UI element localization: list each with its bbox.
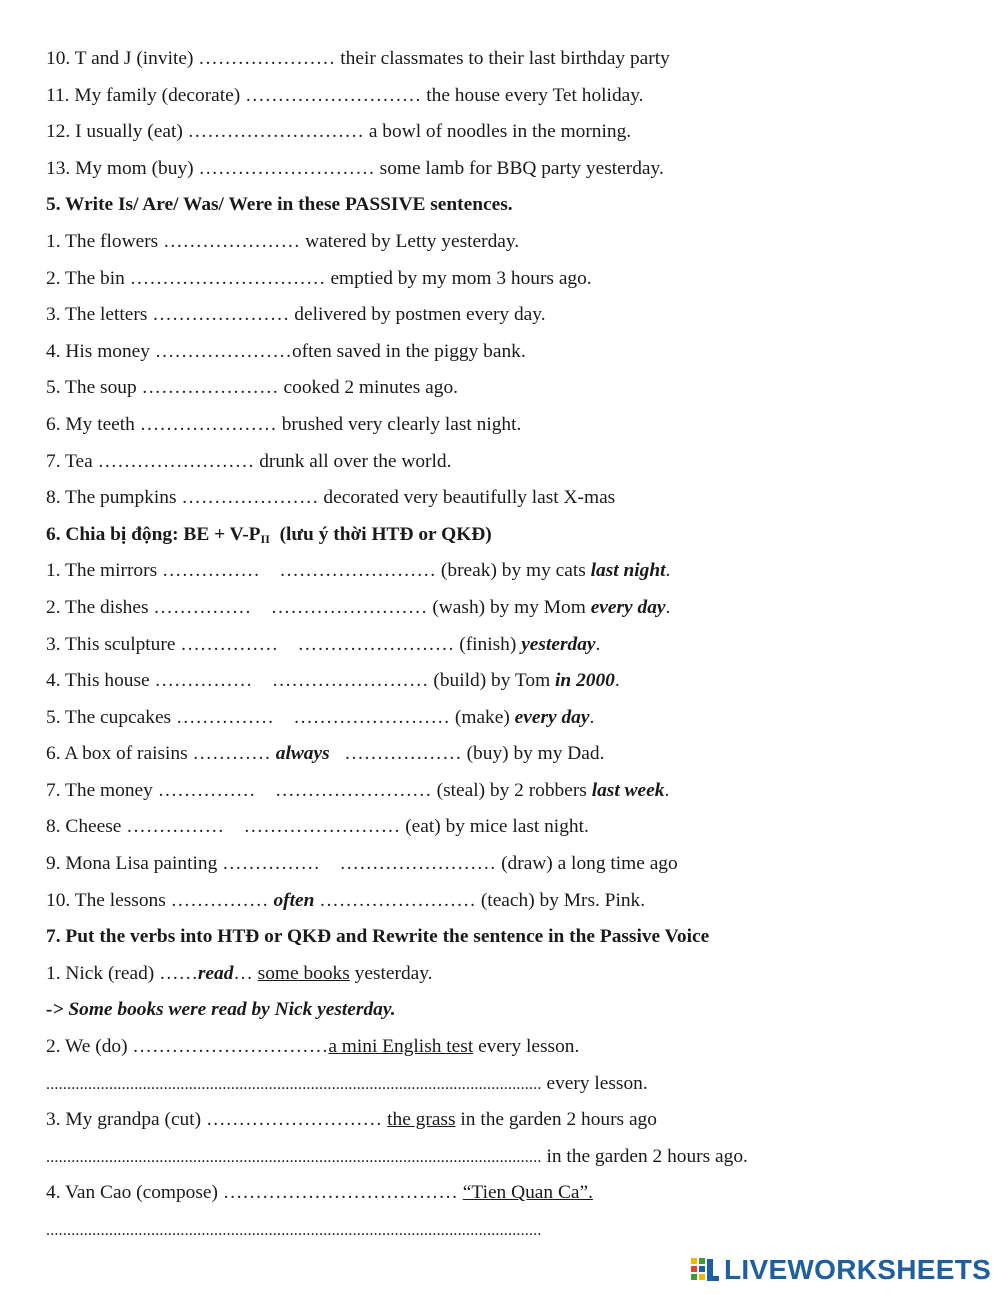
answer-blank[interactable]: ………………… <box>139 413 277 435</box>
exercise-item: 3. My grandpa (cut) ……………………… the grass in the garden 2 hours ago <box>46 1109 657 1131</box>
liveworksheets-logo-icon <box>690 1256 720 1284</box>
answer-blank[interactable]: ……………… <box>344 743 462 765</box>
exercise-item: 4. This house …………… …………………… (build) by Tom in 2000. <box>46 670 620 692</box>
example-answer: read <box>197 962 234 984</box>
answer-blank[interactable]: ……………………… <box>245 84 422 106</box>
answer-blank[interactable]: …………… <box>154 670 253 692</box>
exercise-item: 1. The flowers ………………… watered by Letty yesterday. <box>46 230 520 252</box>
answer-blank[interactable]: …………………… <box>270 596 428 618</box>
answer-blank[interactable]: ………………………… <box>132 1036 329 1058</box>
answer-blank[interactable]: …………… <box>157 779 256 801</box>
answer-blank[interactable]: …………………… <box>293 706 451 728</box>
liveworksheets-logo <box>690 1252 991 1288</box>
answer-blank[interactable]: ………………… <box>141 377 279 399</box>
answer-blank[interactable]: ……………………… <box>187 121 364 143</box>
answer-blank[interactable]: ………………… <box>152 304 290 326</box>
answer-blank[interactable]: …………… <box>170 889 269 911</box>
rewrite-blank[interactable]: ...................................................................................................................... <box>46 1222 542 1239</box>
exercise-item: 6. A box of raisins ………… always ……………… (buy) by my Dad. <box>46 743 605 765</box>
exercise-item: 7. The money …………… …………………… (steal) by 2 robbers last week. <box>46 779 670 801</box>
answer-blank[interactable]: ………… <box>192 743 271 765</box>
exercise-item: 5. The soup ………………… cooked 2 minutes ago. <box>46 377 459 399</box>
exercise-item: 9. Mona Lisa painting …………… …………………… (draw) a long time ago <box>46 853 678 875</box>
rewrite-line: ...................................................................................................................... every lesson. <box>46 1072 648 1094</box>
exercise-item: 13. My mom (buy) ……………………… some lamb for BBQ party yesterday. <box>46 157 664 179</box>
answer-blank[interactable]: …………… <box>180 633 279 655</box>
example-item: 1. Nick (read) ……read… some books yesterday. <box>46 962 433 984</box>
rewrite-blank[interactable]: ...................................................................................................................... <box>46 1148 542 1166</box>
answer-blank[interactable]: …………………… <box>271 670 429 692</box>
answer-blank[interactable]: …………………… <box>279 560 437 582</box>
answer-blank[interactable]: ………………… <box>181 487 319 509</box>
answer-blank[interactable]: …………… <box>222 853 321 875</box>
rewrite-blank[interactable]: ...................................................................................................................... <box>46 1075 542 1093</box>
rewrite-line <box>46 1212 966 1249</box>
exercise-item: 4. Van Cao (compose) ……………………………… “Tien Quan Ca”. <box>46 1182 593 1204</box>
answer-blank[interactable]: ………………… <box>198 48 336 69</box>
exercise-item: 2. The dishes …………… …………………… (wash) by my Mom every day. <box>46 596 671 618</box>
answer-blank[interactable]: …………………… <box>297 633 455 655</box>
section-heading: 7. Put the verbs into HTĐ or QKĐ and Rewrite the sentence in the Passive Voice <box>46 926 710 948</box>
answer-blank[interactable]: …………… <box>153 596 252 618</box>
exercise-item: 3. This sculpture …………… …………………… (finish) yesterday. <box>46 633 601 655</box>
liveworksheets-wordmark: LIVEWORKSHEETS <box>724 1254 992 1285</box>
exercise-item: 7. Tea …………………… drunk all over the world. <box>46 450 452 472</box>
exercise-item: 8. Cheese …………… …………………… (eat) by mice last night. <box>46 816 589 838</box>
answer-blank[interactable]: …………………… <box>243 816 401 838</box>
exercise-item: 2. The bin ………………………… emptied by my mom 3 hours ago. <box>46 267 592 289</box>
exercise-item: 11. My family (decorate) ……………………… the house every Tet holiday. <box>46 84 644 106</box>
answer-blank[interactable]: ………………… <box>154 340 292 362</box>
worksheet <box>46 41 966 1249</box>
section-heading: 6. Chia bị động: BE + $V-P_{II}$ (lưu ý thời HTĐ or QKĐ) <box>46 523 492 546</box>
exercise-item: 5. The cupcakes …………… …………………… (make) every day. <box>46 706 595 728</box>
answer-blank[interactable]: …………………… <box>275 779 432 801</box>
exercise-item: 1. The mirrors …………… …………………… (break) by my cats last night. <box>46 560 671 582</box>
answer-blank[interactable]: …………………… <box>319 889 476 911</box>
answer-blank[interactable]: …………… <box>161 560 260 582</box>
answer-blank[interactable]: …………… <box>126 816 225 838</box>
answer-blank[interactable]: ……………………… <box>198 157 375 179</box>
answer-blank[interactable]: ……………………… <box>205 1109 383 1131</box>
answer-blank[interactable]: …………………… <box>97 450 255 472</box>
exercise-item: 6. My teeth ………………… brushed very clearly last night. <box>46 413 522 435</box>
exercise-item: 3. The letters ………………… delivered by postmen every day. <box>46 304 546 326</box>
answer-blank[interactable]: …………………… <box>339 853 497 875</box>
exercise-item: 8. The pumpkins ………………… decorated very beautifully last X-mas <box>46 487 616 509</box>
rewrite-line: ...................................................................................................................... in the garden 2 hours ago. <box>46 1145 748 1167</box>
exercise-item: 4. His money …………………often saved in the piggy bank. <box>46 340 526 362</box>
answer-blank[interactable]: …………… <box>175 706 274 728</box>
answer-blank[interactable]: ……………………………… <box>222 1182 458 1204</box>
answer-blank[interactable]: ………………………… <box>129 267 326 289</box>
answer-blank[interactable]: ………………… <box>163 230 301 252</box>
exercise-item: 10. T and J (invite) ………………… their classmates to their last birthday party <box>46 48 670 69</box>
exercise-item: 2. We (do) …………………………a mini English test every lesson. <box>46 1036 580 1058</box>
exercise-item: 12. I usually (eat) ……………………… a bowl of noodles in the morning. <box>46 121 632 143</box>
exercise-item: 10. The lessons …………… often …………………… (teach) by Mrs. Pink. <box>46 889 646 911</box>
example-rewrite: -> Some books were read by Nick yesterday. <box>46 999 396 1021</box>
section-heading: 5. Write Is/ Are/ Was/ Were in these PASSIVE sentences. <box>46 194 513 216</box>
